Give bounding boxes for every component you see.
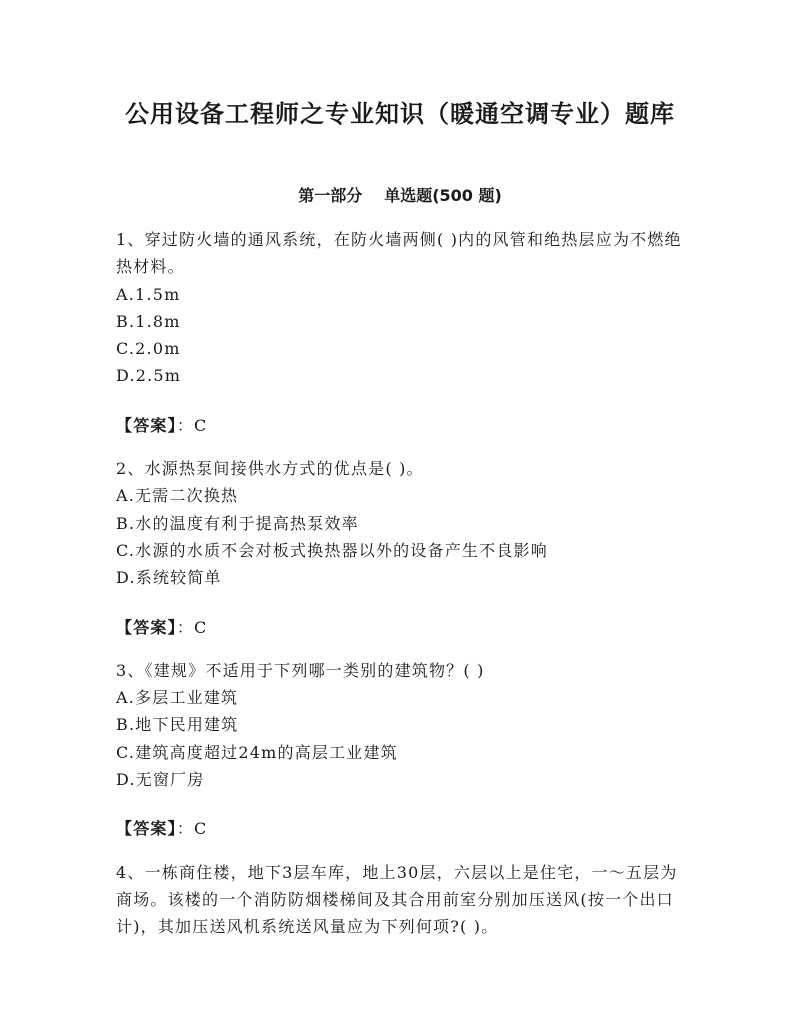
option-c: C.建筑高度超过24m的高层工业建筑 [116, 742, 398, 762]
question-stem: 4、一栋商住楼，地下3层车库，地上30层，六层以上是住宅，一～五层为商场。该楼的一个消防防烟楼梯间及其合用前室分别加压送风(按一个出口计)，其加压送风机系统送风量应为下列何项?( )。 [116, 862, 678, 937]
answer-value: ：C [176, 819, 208, 839]
answer-label: 【答案】 [116, 617, 177, 637]
option-b: B.水的温度有利于提高热泵效率 [116, 513, 359, 533]
answer-value: ：C [176, 415, 208, 435]
answer-label: 【答案】 [116, 819, 177, 839]
option-d: D.系统较简单 [116, 568, 222, 588]
section-part: 第一部分 [298, 186, 363, 205]
option-a: A.多层工业建筑 [116, 688, 239, 708]
option-a: A.无需二次换热 [116, 486, 239, 506]
answer-line [116, 815, 686, 842]
answer-label: 【答案】 [116, 415, 177, 435]
page-title: 公用设备工程师之专业知识（暖通空调专业）题库 [125, 100, 675, 128]
question-list [116, 226, 686, 941]
question-stem: 3、《建规》不适用于下列哪一类别的建筑物？( ) [116, 660, 485, 680]
option-c: C.2.0m [116, 339, 181, 359]
question-4 [116, 859, 686, 941]
section-heading [0, 183, 800, 206]
section-name: 单选题(500 题) [384, 186, 502, 205]
option-c: C.水源的水质不会对板式换热器以外的设备产生不良影响 [116, 540, 548, 560]
question-stem: 1、穿过防火墙的通风系统，在防火墙两侧( )内的风管和绝热层应为不燃绝热材料。 [116, 230, 682, 277]
answer-line [116, 412, 686, 439]
answer-value: ：C [176, 617, 208, 637]
question-3 [116, 657, 686, 843]
option-d: D.2.5m [116, 366, 182, 386]
question-stem: 2、水源热泵间接供水方式的优点是( )。 [116, 459, 424, 479]
option-b: B.地下民用建筑 [116, 715, 239, 735]
question-2 [116, 455, 686, 641]
answer-line [116, 614, 686, 641]
option-d: D.无窗厂房 [116, 770, 205, 790]
question-1 [116, 226, 686, 439]
option-b: B.1.8m [116, 311, 181, 331]
option-a: A.1.5m [116, 284, 181, 304]
